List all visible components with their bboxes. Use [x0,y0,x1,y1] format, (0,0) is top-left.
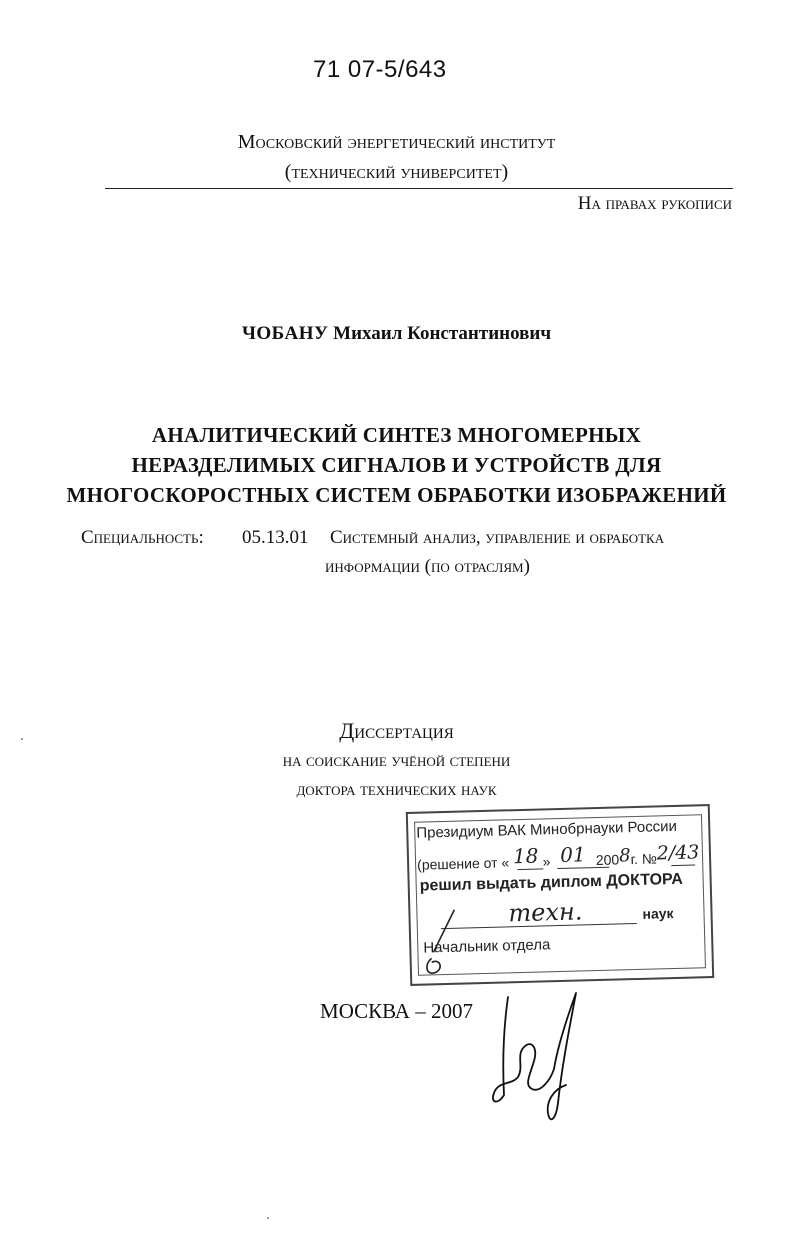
author-surname: ЧОБАНУ [241,323,329,344]
stamp-number-label: г. № [630,850,658,868]
stamp-presidium: Президиум ВАК Минобрнауки России [416,817,678,842]
stamp-department-head: Начальник отдела [423,936,551,957]
author-name [0,323,793,345]
degree-line-2: доктора технических наук [296,779,497,799]
stamp-year-digit: 8 [618,845,631,867]
stamp-sciences: наук [642,905,674,922]
stamp-year-prefix: 200 [595,851,620,869]
stamp-field: техн. [508,897,583,928]
specialty-code: 05.13.01 [242,527,309,548]
stamp-month: 01 [559,842,587,867]
stamp-decision-text: решил выдать диплом ДОКТОРА [419,870,684,895]
stamp-decision: (решение от « 18 » 01 2008г. №2/43 [416,841,700,873]
title-line-3: МНОГОСКОРОСТНЫХ СИСТЕМ ОБРАБОТКИ ИЗОБРАЖЕНИЙ [66,483,727,507]
degree-line-1: на соискание учёной степени [282,750,511,770]
signature [480,985,590,1130]
vak-stamp [406,804,714,986]
specialty-label: Специальность: [81,527,204,548]
stamp-decision-prefix: (решение от « [416,854,510,873]
author-given-names: Михаил Константинович [333,323,552,344]
stamp-number: 2/43 [656,841,700,865]
city-year: МОСКВА – 2007 [320,999,473,1023]
archive-code: 71 07-5/643 [313,56,447,83]
rights-notice: На правах рукописи [577,193,732,214]
stamp-handwritten-mark [420,908,462,979]
header-divider [105,188,733,189]
title-line-2: НЕРАЗДЕЛИМЫХ СИГНАЛОВ И УСТРОЙСТВ ДЛЯ [131,453,662,477]
speck [267,1217,269,1219]
specialty-name-line-1: Системный анализ, управление и обработка [330,527,665,548]
stamp-day: 18 [512,843,539,869]
specialty-name-line-2: информации (по отраслям) [325,556,530,577]
institution-name: Московский энергетический институт [237,131,556,153]
title-line-1: АНАЛИТИЧЕСКИЙ СИНТЕЗ МНОГОМЕРНЫХ [151,423,642,447]
dissertation-heading: Диссертация [339,718,454,743]
speck [21,738,23,740]
institution-subtitle: (технический университет) [284,161,509,183]
